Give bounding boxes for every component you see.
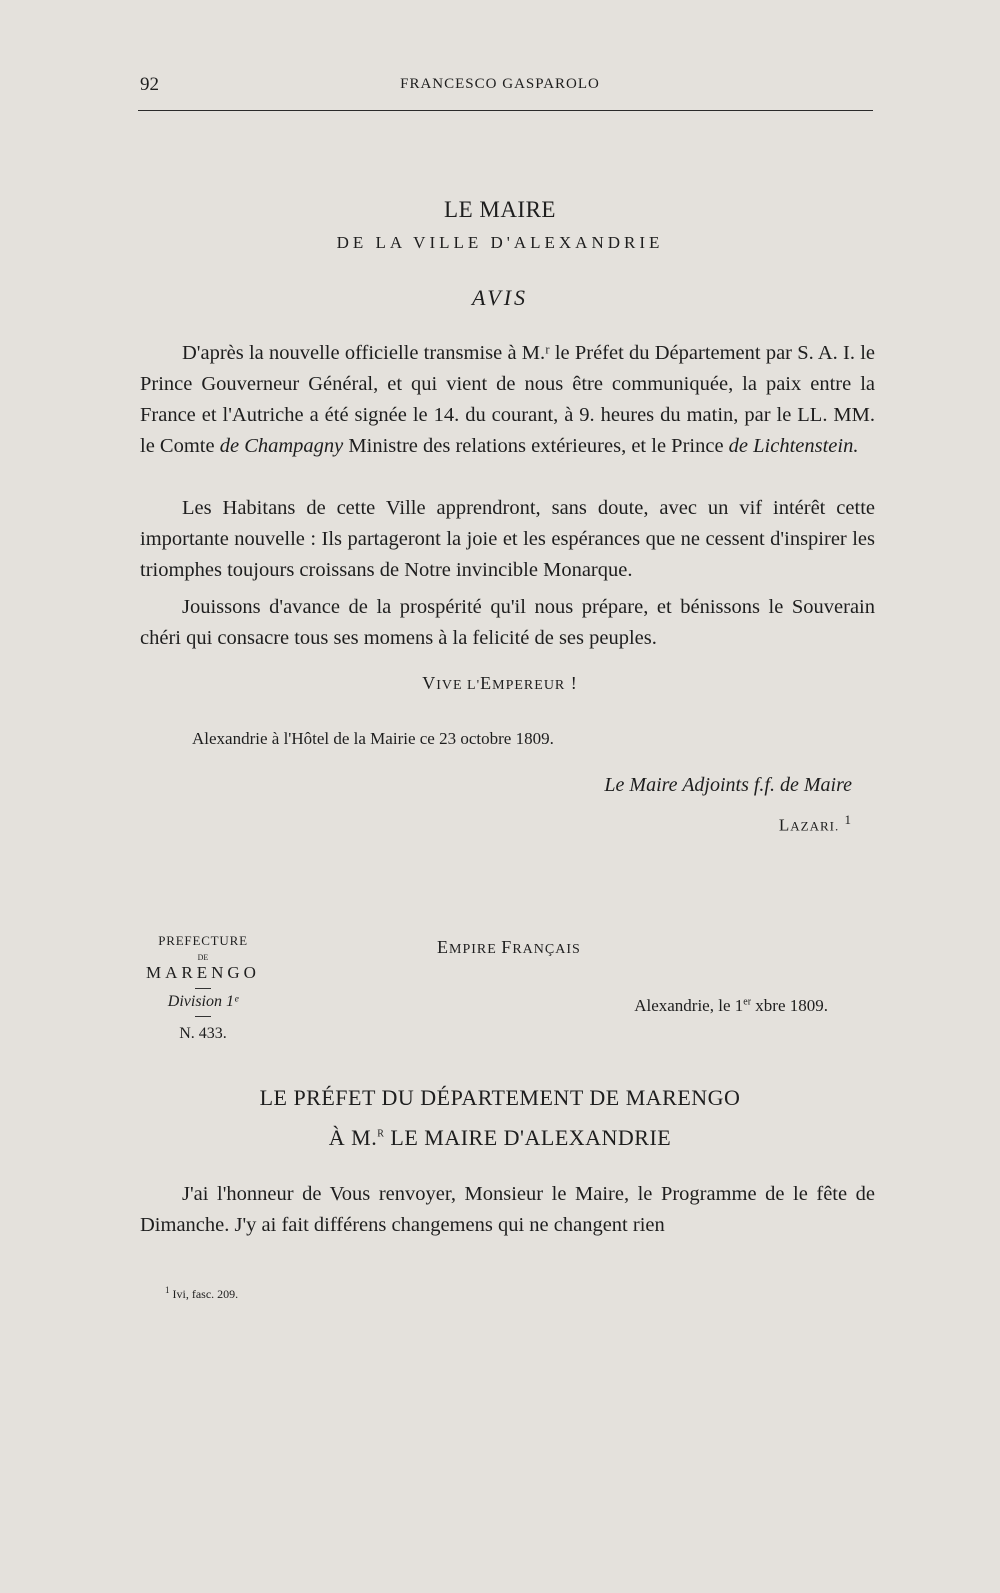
notice-heading: AVIS (471, 285, 529, 310)
footnote: $^1$ Ivi, fasc. 209. (165, 1285, 239, 1301)
prefecture-dash (195, 1016, 211, 1017)
prefecture-division: Division 1ᵉ (167, 993, 239, 1010)
page-number: 92 (140, 74, 159, 95)
notice-paragraph-3 (140, 592, 875, 654)
notice-paragraph-2-text: Les Habitans de cette Ville apprendront, sans doute, avec un vif intérêt cette importante nouvelle : Ils partageront la joie et les espérances que ne cessent d'inspirer les triomphes toujours croissans de Notre invincible Monarque. (140, 497, 875, 581)
notice-paragraph-1-text (140, 338, 875, 462)
letter-title-1: LE PRÉFET DU DÉPARTEMENT DE MARENGO (259, 1085, 741, 1110)
empire-heading: EMPIRE FRANÇAIS (437, 937, 581, 957)
letter-title-2: À M.$^R$ LE MAIRE D'ALEXANDRIE (328, 1125, 672, 1150)
letter-paragraph-1 (140, 1179, 875, 1241)
notice-paragraph-1-run: de Champagny (219, 435, 344, 457)
prefecture-marengo: MARENGO (146, 963, 260, 982)
vive-empereur: VIVE L'EMPEREUR ! (422, 673, 578, 693)
prefecture-block (138, 933, 268, 1043)
notice-date-line: Alexandrie à l'Hôtel de la Mairie ce 23 octobre 1809. (192, 729, 554, 748)
letter-date: Alexandrie, le 1er xbre 1809. (634, 996, 828, 1015)
prefecture-number: N. 433. (179, 1025, 227, 1042)
header-rule (138, 110, 873, 111)
notice-paragraph-1-run: Ministre des relations extérieures, et le Prince (343, 435, 729, 457)
notice-paragraph-3-text: Jouissons d'avance de la prospérité qu'il nous prépare, et bénissons le Souverain chéri qui consacre tous ses momens à la felicité de ses peuples. (140, 596, 875, 649)
prefecture-de: DE (197, 953, 209, 962)
prefecture-dash (195, 988, 211, 989)
notice-paragraph-1-run: de Lichtenstein. (728, 435, 859, 457)
prefecture-label: PREFECTURE (158, 933, 248, 948)
notice-paragraph-1-run: D'après la nouvelle officielle transmise à M.ʳ le Préfet du Département par S. A. I. le Prince Gouverneur Général, et qui vient de nous être communiquée, la paix entre la France et l'Autriche a été signée le 14. du courant, à 9. heures du matin, par le LL. MM. le Comte (140, 342, 875, 457)
signature-title: Le Maire Adjoints f.f. de Maire (604, 774, 852, 796)
footnote-reference: 1 (844, 812, 852, 827)
notice-subtitle: DE LA VILLE D'ALEXANDRIE (336, 233, 664, 252)
running-title: FRANCESCO GASPAROLO (400, 76, 600, 92)
notice-paragraph-2 (140, 493, 875, 586)
letter-paragraph-1-text: J'ai l'honneur de Vous renvoyer, Monsieur le Maire, le Programme de le fête de Dimanche. J'y ai fait différens changemens qui ne changent rien (140, 1183, 875, 1236)
notice-paragraph-1 (140, 338, 875, 462)
notice-title: LE MAIRE (444, 197, 556, 222)
signature-name: LAZARI. $^1$ (778, 812, 852, 835)
